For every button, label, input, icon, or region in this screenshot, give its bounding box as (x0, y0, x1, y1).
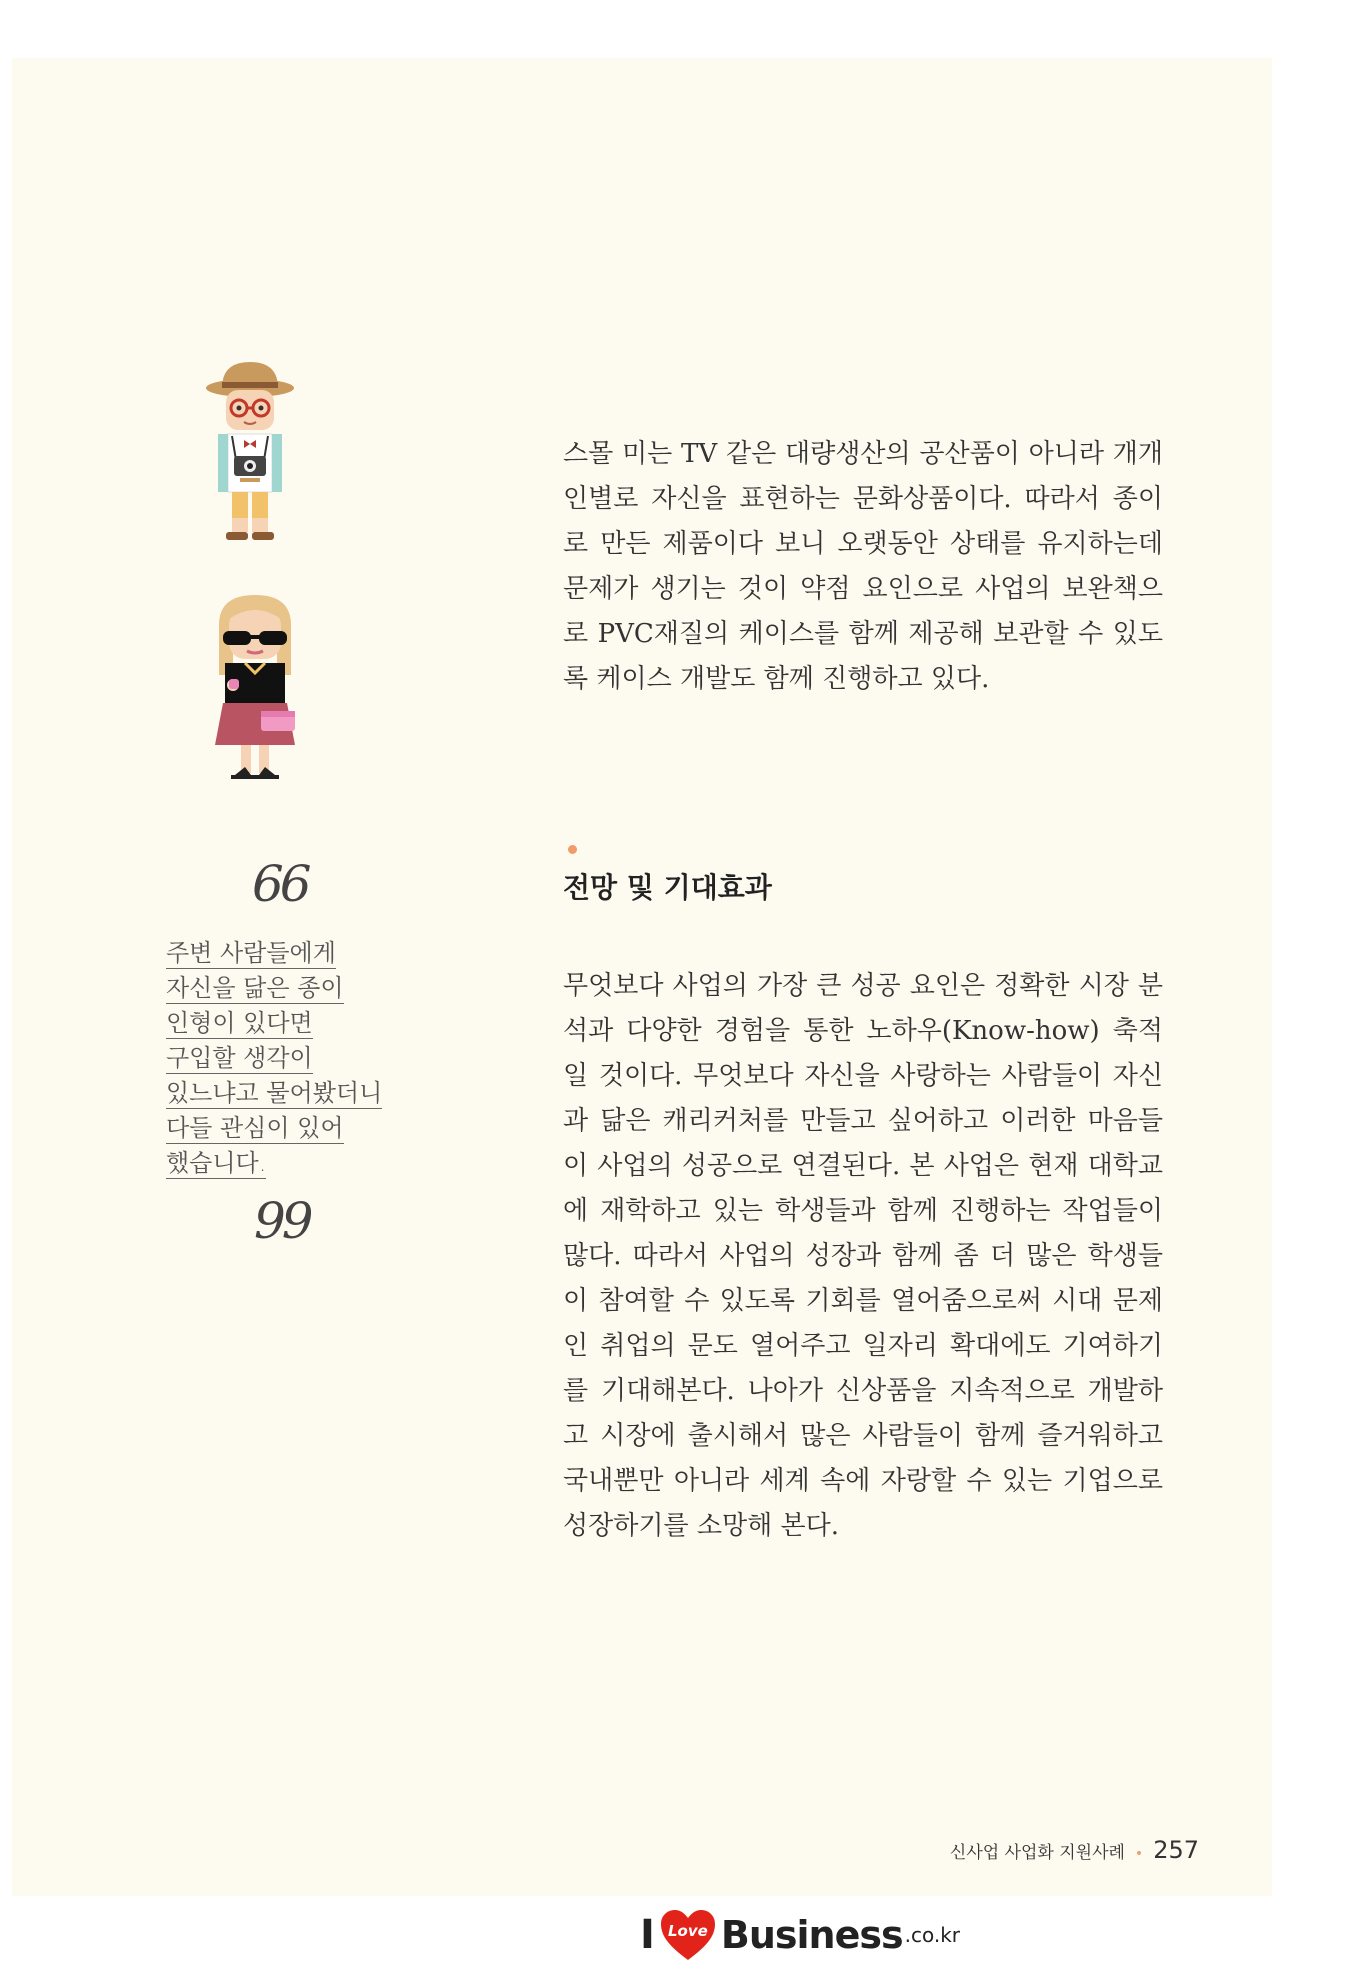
quote-line: 주변 사람들에게 (166, 939, 336, 967)
brand-i: I (640, 1912, 655, 1958)
brand-business: Business (720, 1913, 903, 1957)
paragraph-intro: 스몰 미는 TV 같은 대량생산의 공산품이 아니라 개개인별로 자신을 표현하는 문화상품이다. 따라서 종이로 만든 제품이다 보니 오랫동안 상태를 유지하는데 문제가 생기는 것이 약점 요인으로 사업의 보완책으로 PVC재질의 케이스를 함께 제공해 보관할 수 있도록 케이스 개발도 함께 진행하고 있다. (563, 439, 1163, 694)
brand-love: Love (667, 1922, 708, 1940)
quote-line: 구입할 생각이 (166, 1044, 313, 1072)
quote-text (166, 938, 396, 1183)
page-footer (950, 1836, 1199, 1864)
quote-line: 인형이 있다면 (166, 1009, 313, 1037)
quote-close-mark: 99 (254, 1192, 310, 1250)
section-title: 전망 및 기대효과 (563, 871, 772, 904)
quote-line: 다들 관심이 있어 (166, 1114, 344, 1142)
quote-line: 했습니다. (166, 1149, 267, 1177)
girl-character-illustration (205, 595, 305, 790)
quote-line: 자신을 닮은 종이 (166, 974, 344, 1002)
heart-icon (659, 1908, 717, 1962)
paragraph-outlook: 무엇보다 사업의 가장 큰 성공 요인은 정확한 시장 분석과 다양한 경험을 통한 노하우(Know-how) 축적일 것이다. 무엇보다 자신을 사랑하는 사람들이 자신과 닮은 캐리커처를 만들고 싶어하고 이러한 마음들이 사업의 성공으로 연결된다. 본 사업은 현재 대학교에 재학하고 있는 학생들과 함께 진행하는 작업들이 많다. 따라서 사업의 성장과 함께 좀 더 많은 학생들이 참여할 수 있도록 기회를 열어줌으로써 시대 문제인 취업의 문도 열어주고 일자리 확대에도 기여하기를 기대해본다. 나아가 신상품을 지속적으로 개발하고 시장에 출시해서 많은 사람들이 함께 즐거워하고 국내뿐만 아니라 세계 속에 자랑할 수 있는 기업으로 성장하기를 소망해 본다. (563, 971, 1163, 1541)
section-bullet (568, 845, 577, 854)
page-number: 257 (1153, 1836, 1199, 1864)
boy-character-illustration (200, 360, 300, 545)
quote-line: 있느냐고 물어봤더니 (166, 1079, 383, 1107)
brand-domain: .co.kr (904, 1923, 961, 1947)
quote-open-mark: 66 (252, 855, 308, 913)
brand-logo (640, 1905, 960, 1965)
footer-category: 신사업 사업화 지원사례 (949, 1843, 1125, 1863)
footer-dot-icon: • (1134, 1846, 1144, 1862)
